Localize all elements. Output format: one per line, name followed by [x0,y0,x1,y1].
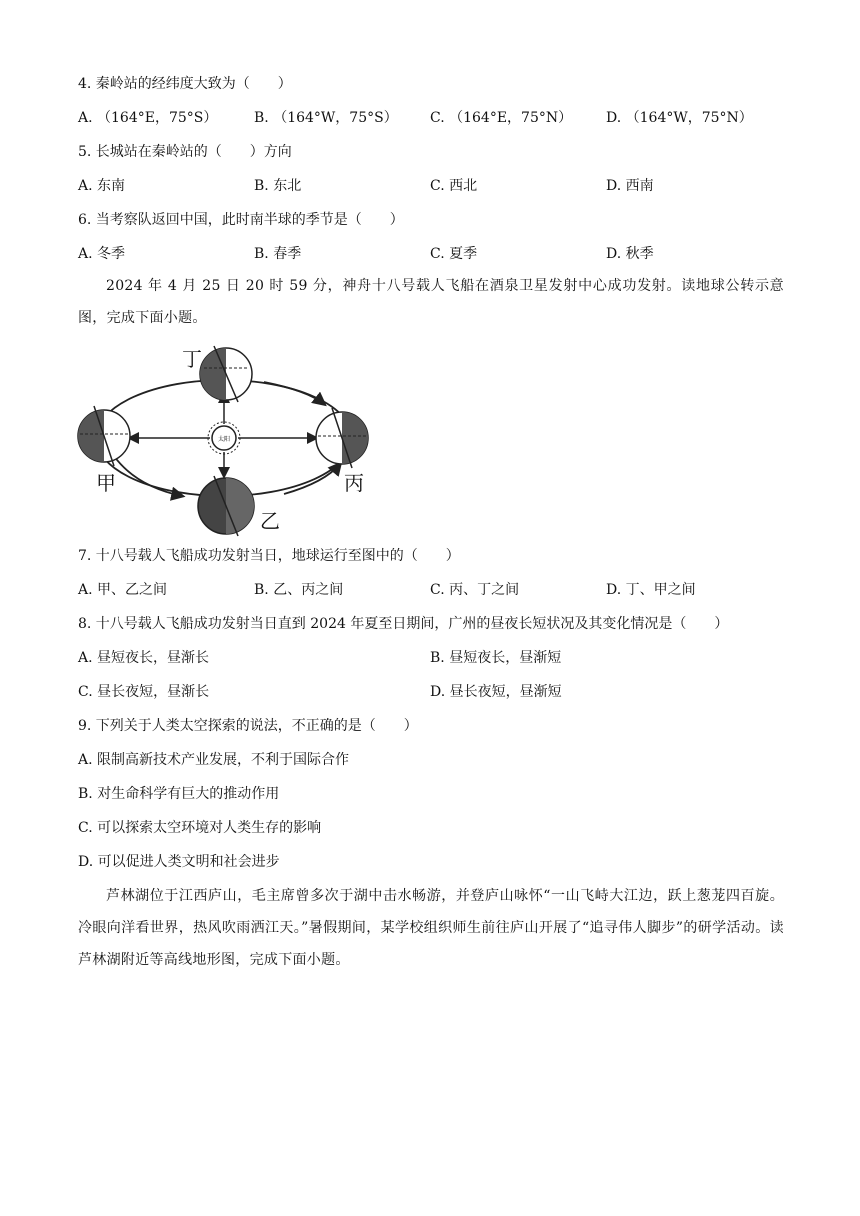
q5-option-b[interactable]: B. 东北 [254,178,302,194]
q4-option-c[interactable]: C. （164°E，75°N） [430,110,573,126]
earth-bing [316,408,368,468]
question-6-stem: 6. 当考察队返回中国，此时南半球的季节是（ ） [78,212,404,228]
orbit-arrow-left [114,456,182,496]
q6-option-d[interactable]: D. 秋季 [606,246,654,262]
q4-option-b[interactable]: B. （164°W，75°S） [254,110,398,126]
question-7-stem: 7. 十八号载人飞船成功发射当日，地球运行至图中的（ ） [78,548,460,564]
q6-option-a[interactable]: A. 冬季 [78,246,126,262]
q8-option-c[interactable]: C. 昼长夜短，昼渐长 [78,684,210,700]
q9-option-c[interactable]: C. 可以探索太空环境对人类生存的影响 [78,820,322,836]
earth-ding [200,346,252,402]
question-9-stem: 9. 下列关于人类太空探索的说法，不正确的是（ ） [78,718,418,734]
question-8-stem: 8. 十八号载人飞船成功发射当日直到 2024 年夏至日期间，广州的昼夜长短状况及其变化情况是（ ） [78,616,729,632]
q4-option-d[interactable]: D. （164°W，75°N） [606,110,753,126]
earth-revolution-diagram [74,338,394,538]
q9-option-d[interactable]: D. 可以促进人类文明和社会进步 [78,854,280,870]
passage-lulin-lake: 芦林湖位于江西庐山，毛主席曾多次于湖中击水畅游，并登庐山咏怀“一山飞峙大江边，跃上葱茏四百旋。冷眼向洋看世界，热风吹雨洒江天。”暑假期间，某学校组织师生前往庐山开展了“追寻伟人脚步”的研学活动。读芦林湖附近等高线地形图，完成下面小题。 [78,888,784,968]
passage-shenzhou: 2024 年 4 月 25 日 20 时 59 分，神舟十八号载人飞船在酒泉卫星发射中心成功发射。读地球公转示意图，完成下面小题。 [78,278,784,326]
sun-label: 太阳 [217,436,231,443]
q8-option-d[interactable]: D. 昼长夜短，昼渐短 [430,684,562,700]
q8-option-a[interactable]: A. 昼短夜长，昼渐长 [78,650,210,666]
q5-option-d[interactable]: D. 西南 [606,178,654,194]
label-ding: 丁 [182,347,202,371]
orbit-arrow-top [264,382,324,404]
question-5-stem: 5. 长城站在秦岭站的（ ）方向 [78,144,292,160]
q7-option-b[interactable]: B. 乙、丙之间 [254,582,344,598]
question-4-stem: 4. 秦岭站的经纬度大致为（ ） [78,76,292,92]
q8-option-b[interactable]: B. 昼短夜长，昼渐短 [430,650,562,666]
earth-jia [78,406,130,466]
q4-option-a[interactable]: A. （164°E，75°S） [78,110,218,126]
q9-option-a[interactable]: A. 限制高新技术产业发展，不利于国际合作 [78,752,350,768]
q7-option-a[interactable]: A. 甲、乙之间 [78,582,168,598]
sun-icon [208,422,240,454]
q9-option-b[interactable]: B. 对生命科学有巨大的推动作用 [78,786,280,802]
earth-yi [198,476,254,536]
q7-option-c[interactable]: C. 丙、丁之间 [430,582,520,598]
q6-option-c[interactable]: C. 夏季 [430,246,478,262]
q7-option-d[interactable]: D. 丁、甲之间 [606,582,696,598]
label-bing: 丙 [344,471,364,495]
label-jia: 甲 [96,471,116,495]
q5-option-c[interactable]: C. 西北 [430,178,478,194]
q6-option-b[interactable]: B. 春季 [254,246,302,262]
label-yi: 乙 [260,509,280,533]
q5-option-a[interactable]: A. 东南 [78,178,126,194]
